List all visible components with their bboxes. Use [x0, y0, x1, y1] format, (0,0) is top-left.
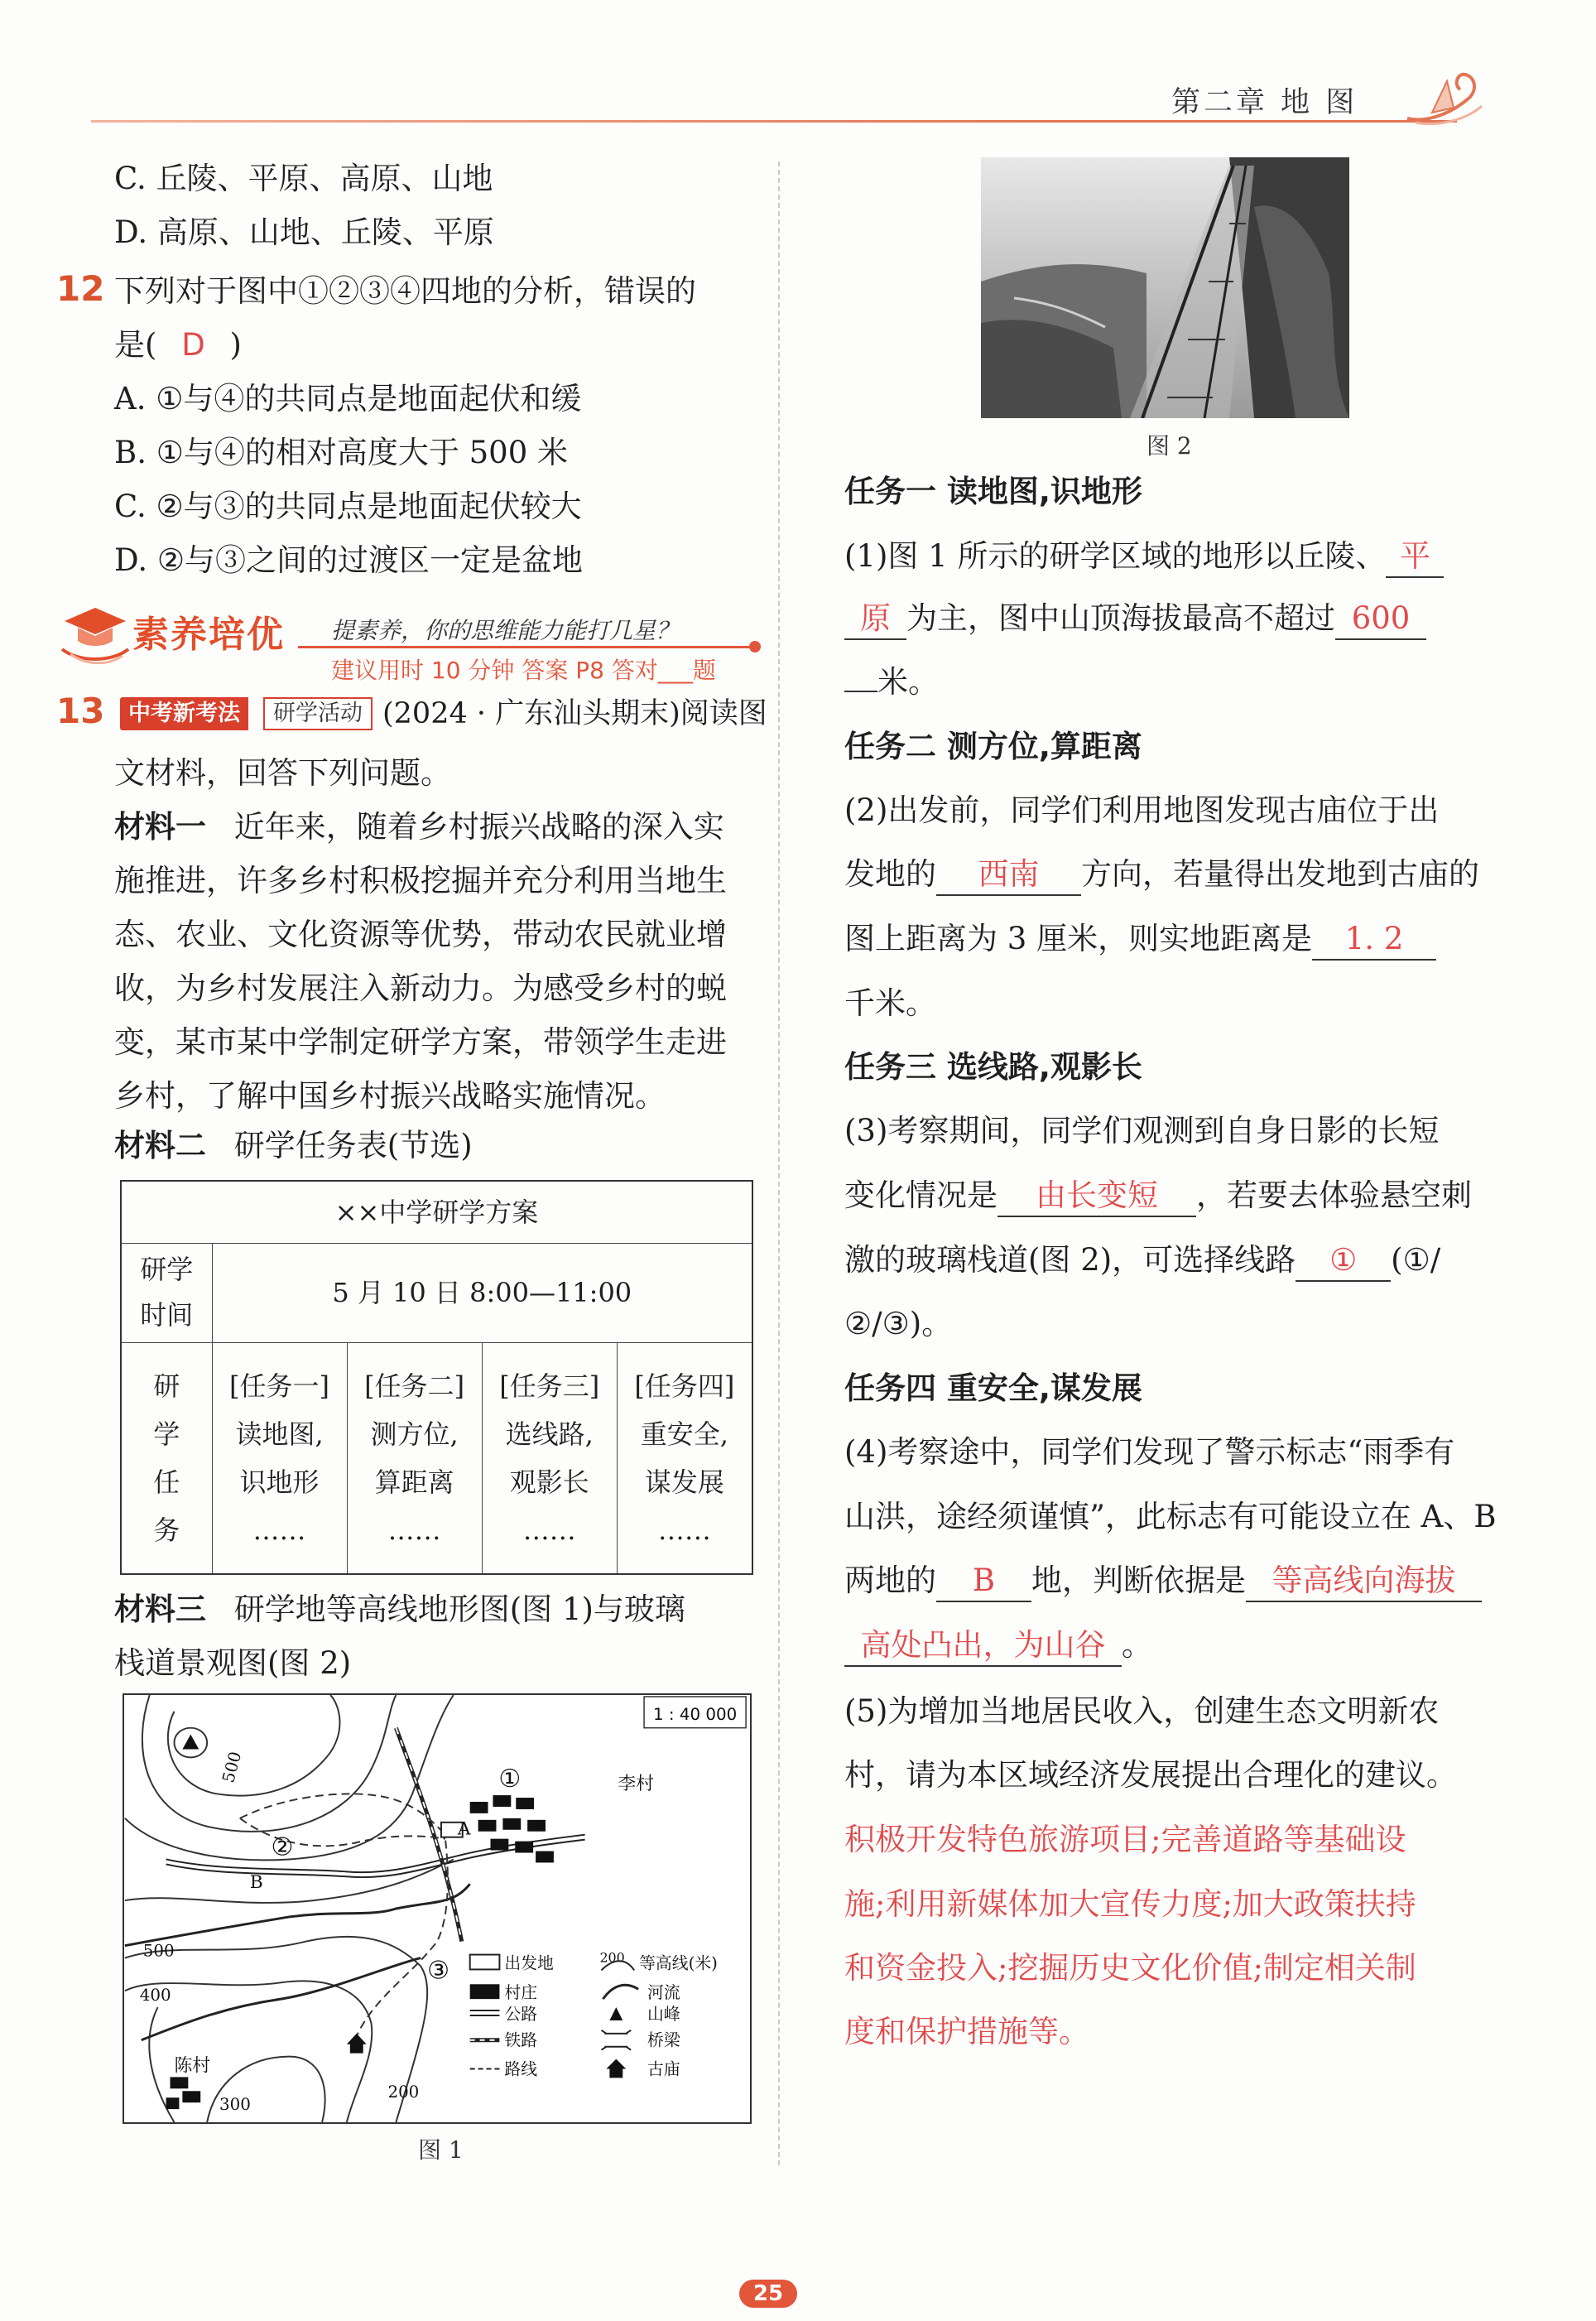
- task3-title: 任务三 选线路,观影长: [844, 1049, 1142, 1085]
- q4-answer-1: B: [936, 1561, 1031, 1602]
- column-divider: [778, 161, 780, 2165]
- q2-answer-2: 1. 2: [1312, 919, 1436, 961]
- q2-text-b1: 发地的: [844, 856, 936, 892]
- label-500b: 500: [142, 1941, 175, 1961]
- table-task-2: [347, 1342, 482, 1574]
- banner-info: 建议用时 10 分钟 答案 P8 答对___题: [331, 657, 716, 684]
- q3-line3: [844, 1240, 1440, 1282]
- task-tag: [任务一]: [229, 1370, 330, 1402]
- figure-2-caption: 图 2: [1147, 432, 1192, 460]
- table-task-label-char: 任: [153, 1466, 180, 1498]
- q3-text-b1: 变化情况是: [844, 1177, 997, 1213]
- label-point-3: ③: [427, 1956, 449, 1986]
- q13-source: (2024 · 广东汕头期末)阅读图: [382, 697, 767, 730]
- legend-rail: 铁路: [504, 2030, 538, 2050]
- q12-option-d: D. ②与③之间的过渡区一定是盆地: [114, 542, 584, 578]
- material1-line4: 收，为乡村发展注入新动力。为感受乡村的蜕: [114, 970, 727, 1006]
- q5-answer-line1: 积极开发特色旅游项目;完善道路等基础设: [844, 1822, 1406, 1857]
- task-ellipsis: ……: [522, 1514, 576, 1546]
- q1-text-a: (1)图 1 所示的研学区域的地形以丘陵、: [844, 538, 1387, 574]
- label-400: 400: [139, 1986, 171, 2006]
- q1-text-c: 米。: [877, 664, 939, 700]
- table-task-label-char: 研: [153, 1370, 180, 1402]
- q1-blank-end: [844, 691, 877, 692]
- q5-line2: 村，请为本区域经济发展提出合理化的建议。: [844, 1757, 1457, 1793]
- q2-text-b2: 方向，若量得出发地到古庙的: [1081, 856, 1479, 892]
- material3-text1: 研学地等高线地形图(图 1)与玻璃: [233, 1591, 685, 1627]
- q2-line1: (2)出发前，同学们利用地图发现古庙位于出: [844, 792, 1440, 828]
- table-time-label-1: 研学: [140, 1254, 194, 1285]
- material3-line2: 栈道景观图(图 2): [114, 1645, 352, 1681]
- q5-answer-line2: 施;利用新媒体加大宣传力度;加大政策扶持: [844, 1886, 1416, 1922]
- material1-line1: [114, 807, 724, 847]
- route: [240, 1794, 445, 1834]
- q2-line2: [844, 855, 1479, 896]
- q2-line3: [844, 919, 1436, 961]
- q12-option-b: B. ①与④的相对高度大于 500 米: [114, 435, 569, 470]
- q4-line2: 山洪，途经须谨慎”，此标志有可能设立在 A、B: [844, 1499, 1497, 1534]
- q3-line1: (3)考察期间，同学们观测到自身日影的长短: [844, 1113, 1440, 1148]
- header-swirl-icon: [1399, 65, 1490, 131]
- table-time-value: 5 月 10 日 8:00—11:00: [212, 1243, 752, 1342]
- q4-line4: [844, 1625, 1152, 1667]
- material3-line1: [114, 1590, 685, 1630]
- task-ellipsis: ……: [657, 1514, 711, 1546]
- label-point-a: A: [457, 1818, 471, 1840]
- legend-path: 路线: [504, 2059, 538, 2079]
- contour-map: [123, 1693, 752, 2124]
- q5-line1: (5)为增加当地居民收入，创建生态文明新农: [844, 1693, 1440, 1729]
- tag-new-exam: 中考新考法: [120, 697, 248, 730]
- q4-line1: (4)考察途中，同学们发现了警示标志“雨季有: [844, 1434, 1455, 1470]
- contour-line: [142, 1695, 396, 1832]
- table-task-4: [617, 1342, 752, 1574]
- banner-dot: [749, 641, 761, 652]
- task-line: 谋发展: [644, 1466, 724, 1498]
- road: [166, 1832, 585, 1872]
- q1-answer-1b: 原: [844, 599, 906, 640]
- legend-contour-num: 200: [599, 1949, 625, 1966]
- material3-label: 材料三: [114, 1591, 206, 1627]
- legend-contour: 等高线(米): [639, 1953, 718, 1973]
- q3-line4: ②/③)。: [844, 1306, 953, 1341]
- q12-stem-open: 是(: [114, 327, 157, 363]
- q4-answer-2a: 等高线向海拔: [1246, 1561, 1482, 1602]
- q12-stem-line1: 下列对于图中①②③④四地的分析，错误的: [114, 273, 696, 309]
- q1-answer-1a: 平: [1386, 537, 1444, 578]
- page-number: 25: [739, 2280, 797, 2308]
- task-line: 读地图,: [235, 1418, 324, 1450]
- table-time-label: [121, 1243, 212, 1342]
- chen-village: [166, 2077, 201, 2109]
- task-ellipsis: ……: [387, 1514, 441, 1546]
- graduation-cap-icon: [58, 598, 132, 664]
- task2-title: 任务二 测方位,算距离: [844, 729, 1142, 764]
- q1-text-b: 为主，图中山顶海拔最高不超过: [906, 600, 1335, 636]
- q11-option-d: D. 高原、山地、丘陵、平原: [114, 214, 494, 250]
- table-task-label-char: 学: [153, 1418, 180, 1450]
- material2-line: [114, 1126, 473, 1166]
- q3-answer-2: ①: [1296, 1240, 1391, 1282]
- legend-bridge: 桥梁: [647, 2030, 680, 2050]
- task-line: 测方位,: [370, 1418, 459, 1450]
- q12-stem-close: ): [229, 327, 242, 363]
- q12-stem-line2: [114, 325, 242, 365]
- q1-line1: [844, 537, 1444, 578]
- material1-label: 材料一: [114, 809, 206, 845]
- task-tag: [任务四]: [634, 1370, 735, 1402]
- label-300: 300: [219, 2095, 251, 2115]
- q5-answer-line4: 度和保护措施等。: [844, 2014, 1089, 2049]
- legend-temple: 古庙: [647, 2059, 680, 2079]
- q1-line2: [844, 599, 1426, 640]
- q3-answer-1: 由长变短: [997, 1176, 1196, 1217]
- chapter-title: 第二章 地 图: [1171, 86, 1358, 119]
- q3-text-c2: (①/: [1391, 1242, 1441, 1278]
- legend-village: 村庄: [504, 1983, 538, 2003]
- q12-option-a: A. ①与④的共同点是地面起伏和缓: [114, 381, 582, 417]
- table-task-label: [121, 1342, 212, 1574]
- material1-line6: 乡村，了解中国乡村振兴战略实施情况。: [114, 1078, 666, 1114]
- map-legend: [470, 1950, 718, 2079]
- material1-line2: 施推进，许多乡村积极挖掘并充分利用当地生: [114, 863, 727, 898]
- q2-line4: 千米。: [844, 985, 936, 1021]
- task1-title: 任务一 读地图,识地形: [844, 474, 1142, 509]
- task-line: 观影长: [509, 1466, 589, 1498]
- label-200: 200: [387, 2083, 420, 2102]
- q4-text-c2: 地，判断依据是: [1031, 1563, 1246, 1598]
- legend-start: 出发地: [504, 1953, 554, 1973]
- q13-number: 13: [56, 691, 105, 731]
- material1-line5: 变，某市某中学制定研学方案，带领学生走进: [114, 1024, 727, 1060]
- q4-text-c1: 两地的: [844, 1563, 936, 1598]
- q13-line2: 文材料，回答下列问题。: [114, 755, 451, 791]
- table-task-1: [212, 1342, 347, 1574]
- label-point-2: ②: [271, 1832, 294, 1862]
- material1-line3: 态、农业、文化资源等优势，带动农民就业增: [114, 917, 727, 952]
- task-tag: [任务三]: [499, 1370, 600, 1402]
- banner-rule: [298, 646, 757, 648]
- table-task-3: [482, 1342, 617, 1574]
- q4-text-d: 。: [1122, 1627, 1152, 1663]
- q3-line2: [844, 1176, 1472, 1217]
- q2-answer-1: 西南: [936, 855, 1081, 896]
- label-500a: 500: [219, 1749, 246, 1785]
- legend-road: 公路: [504, 2004, 538, 2024]
- q3-text-b2: ，若要去体验悬空刺: [1196, 1177, 1472, 1213]
- label-point-1: ①: [498, 1765, 522, 1794]
- q4-answer-2b: 高处凸出，为山谷: [844, 1625, 1122, 1667]
- li-village: [470, 1795, 554, 1862]
- material2-label: 材料二: [114, 1128, 206, 1163]
- task-line: 重安全,: [640, 1418, 728, 1450]
- material1-text1: 近年来，随着乡村振兴战略的深入实: [233, 809, 724, 845]
- q1-line3: [844, 662, 939, 702]
- task-tag: [任务二]: [364, 1370, 465, 1402]
- task-ellipsis: ……: [252, 1514, 306, 1546]
- label-point-b: B: [249, 1872, 263, 1894]
- table-time-label-2: 时间: [140, 1299, 194, 1331]
- scale-text: 1 : 40 000: [652, 1704, 738, 1724]
- task-line: 选线路,: [505, 1418, 594, 1450]
- banner-title: 素养培优: [132, 614, 285, 656]
- q1-answer-2: 600: [1335, 599, 1426, 640]
- legend-peak: 山峰: [647, 2004, 680, 2024]
- q12-option-c: C. ②与③的共同点是地面起伏较大: [114, 489, 582, 524]
- q3-text-c1: 激的玻璃栈道(图 2)，可选择线路: [844, 1242, 1296, 1278]
- task4-title: 任务四 重安全,谋发展: [844, 1370, 1142, 1406]
- river: [139, 1958, 421, 2040]
- q5-answer-line3: 和资金投入;挖掘历史文化价值;制定相关制: [844, 1950, 1416, 1986]
- table-title: ××中学研学方案: [121, 1181, 752, 1243]
- temple: [347, 2034, 367, 2054]
- tag-study-activity: 研学活动: [263, 697, 373, 730]
- task-line: 识地形: [239, 1466, 320, 1498]
- river: [125, 1884, 470, 1945]
- peak: [182, 1735, 199, 1750]
- banner-subtitle: 提素养，你的思维能力能打几星？: [331, 617, 680, 644]
- q2-text-c1: 图上距离为 3 厘米，则实地距离是: [844, 921, 1313, 956]
- q12-number: 12: [56, 268, 105, 309]
- material2-text: 研学任务表(节选): [233, 1128, 473, 1163]
- legend-river: 河流: [647, 1983, 680, 2003]
- table-task-label-char: 务: [153, 1514, 180, 1546]
- label-li-village: 李村: [618, 1774, 654, 1795]
- q12-answer: D: [181, 327, 205, 363]
- task-line: 算距离: [374, 1466, 454, 1498]
- glass-walkway-photo: [981, 157, 1349, 418]
- study-plan-table: [120, 1180, 753, 1575]
- q11-option-c: C. 丘陵、平原、高原、山地: [114, 161, 493, 196]
- q4-line3: [844, 1561, 1482, 1602]
- figure-1-caption: 图 1: [418, 2136, 464, 2164]
- label-chen-village: 陈村: [174, 2055, 211, 2077]
